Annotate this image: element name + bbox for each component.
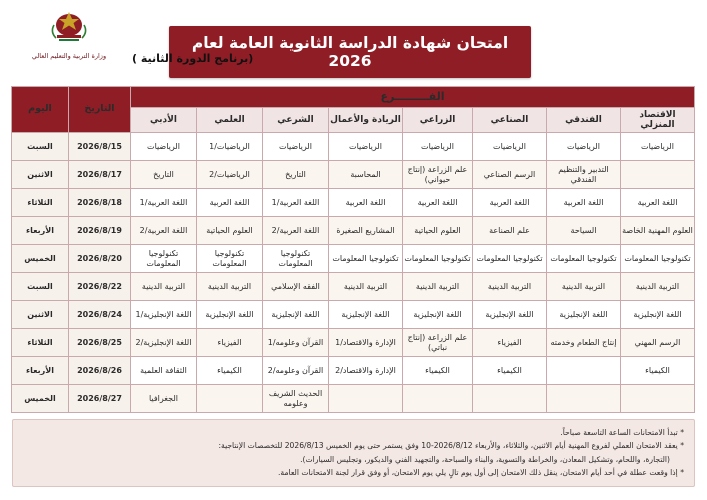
cell-entrepreneurship: التربية الدينية — [403, 273, 473, 301]
cell-entrepreneurship: اللغة الإنجليزية — [403, 301, 473, 329]
cell-hotel: الرياضيات/2 — [197, 161, 263, 189]
cell-industrial: القرآن وعلومه/2 — [263, 357, 329, 385]
cell-scientific: إنتاج الطعام وخدمته — [547, 329, 621, 357]
date-header: التاريخ — [68, 87, 130, 133]
cell-industrial: القرآن وعلومه/1 — [263, 329, 329, 357]
table-row — [11, 245, 694, 273]
cell-sharia: الفيزياء — [473, 329, 547, 357]
cell-day: السبت — [11, 273, 68, 301]
cell-date: 2026/8/22 — [68, 273, 130, 301]
cell-agricultural: التربية الدينية — [329, 273, 403, 301]
cell-economics: الرياضيات — [130, 133, 196, 161]
cell-day: الاثنين — [11, 301, 68, 329]
cell-economics: اللغة الإنجليزية/1 — [130, 301, 196, 329]
cell-sharia: الكيمياء — [473, 357, 547, 385]
cell-entrepreneurship: علم الزراعة (إنتاج نباتي) — [403, 329, 473, 357]
table-row — [11, 357, 694, 385]
cell-agricultural: المحاسبة — [329, 161, 403, 189]
cell-economics: التربية الدينية — [130, 273, 196, 301]
cell-sharia: علم الصناعة — [473, 217, 547, 245]
cell-date: 2026/8/26 — [68, 357, 130, 385]
table-row — [11, 133, 694, 161]
cell-literary: اللغة الإنجليزية — [621, 301, 695, 329]
cell-sharia: اللغة الإنجليزية — [473, 301, 547, 329]
cell-entrepreneurship: العلوم الحياتية — [403, 217, 473, 245]
ministry-name: وزارة التربية والتعليم العالي — [31, 52, 107, 60]
cell-agricultural: الرياضيات — [329, 133, 403, 161]
column-header-literary: الاقتصاد المنزلي — [621, 108, 695, 133]
cell-literary: تكنولوجيا المعلومات — [621, 245, 695, 273]
cell-scientific — [547, 385, 621, 413]
cell-day: الأربعاء — [11, 357, 68, 385]
schedule-table-wrap — [12, 86, 695, 413]
cell-day: الخميس — [11, 385, 68, 413]
cell-scientific: الرياضيات — [547, 133, 621, 161]
cell-day: الثلاثاء — [11, 329, 68, 357]
day-header: اليوم — [11, 87, 68, 133]
notes-box — [12, 419, 695, 487]
column-header-industrial: الصناعي — [473, 108, 547, 133]
table-branch-header-row — [11, 87, 694, 108]
table-row — [11, 189, 694, 217]
cell-scientific: التدبير والتنظيم الفندقي — [547, 161, 621, 189]
cell-scientific: السياحة — [547, 217, 621, 245]
cell-agricultural: اللغة العربية — [329, 189, 403, 217]
cell-economics: اللغة الإنجليزية/2 — [130, 329, 196, 357]
cell-hotel: الكيمياء — [197, 357, 263, 385]
ministry-emblem — [14, 8, 124, 60]
cell-entrepreneurship: تكنولوجيا المعلومات — [403, 245, 473, 273]
cell-entrepreneurship: الكيمياء — [403, 357, 473, 385]
cell-sharia: الرياضيات — [473, 133, 547, 161]
cell-industrial: الفقه الإسلامي — [263, 273, 329, 301]
cell-hotel: التربية الدينية — [197, 273, 263, 301]
table-row — [11, 385, 694, 413]
cell-date: 2026/8/19 — [68, 217, 130, 245]
cell-scientific: التربية الدينية — [547, 273, 621, 301]
cell-day: الثلاثاء — [11, 189, 68, 217]
branch-header: الفـــــــــرع — [130, 87, 694, 108]
cell-entrepreneurship: علم الزراعة (إنتاج حيواني) — [403, 161, 473, 189]
cell-agricultural: الإدارة والاقتصاد/1 — [329, 329, 403, 357]
cell-industrial: الحديث الشريف وعلومه — [263, 385, 329, 413]
column-header-entrepreneurship: الريادة والأعمال — [329, 108, 403, 133]
cell-industrial: الرياضيات — [263, 133, 329, 161]
cell-literary: اللغة العربية — [621, 189, 695, 217]
column-header-agricultural: الزراعي — [403, 108, 473, 133]
cell-hotel: اللغة الإنجليزية — [197, 301, 263, 329]
cell-economics: اللغة العربية/2 — [130, 217, 196, 245]
cell-economics: الثقافة العلمية — [130, 357, 196, 385]
cell-literary: التربية الدينية — [621, 273, 695, 301]
cell-literary: الرياضيات — [621, 133, 695, 161]
note-line: (التجارة، واللحام، وتشكيل المعادن، والخراطة والتسوية، والبناء والسباحة، والتجهيد الفني والديكور، وتجليس السيارات). — [300, 454, 670, 464]
cell-day: الأربعاء — [11, 217, 68, 245]
schedule-table-body — [11, 133, 694, 413]
cell-entrepreneurship — [403, 385, 473, 413]
palestine-emblem-icon — [46, 8, 92, 50]
cell-date: 2026/8/25 — [68, 329, 130, 357]
table-row — [11, 217, 694, 245]
column-header-hotel: الفندقي — [547, 108, 621, 133]
cell-hotel: العلوم الحياتية — [197, 217, 263, 245]
cell-economics: الجغرافيا — [130, 385, 196, 413]
cell-industrial: تكنولوجيا المعلومات — [263, 245, 329, 273]
cell-sharia: تكنولوجيا المعلومات — [473, 245, 547, 273]
cell-hotel — [197, 385, 263, 413]
cell-agricultural: تكنولوجيا المعلومات — [329, 245, 403, 273]
page-header — [0, 0, 707, 86]
page-title: امتحان شهادة الدراسة الثانوية العامة لعام 2026 — [169, 26, 531, 78]
table-row — [11, 273, 694, 301]
table-row — [11, 161, 694, 189]
note-line: * إذا وقعت عطلة في أحد أيام الامتحان، ينقل ذلك الامتحان إلى أول يوم تالٍ يلي يوم الامتحان، أو وفق قرار لجنة الامتحانات العامة. — [278, 467, 684, 477]
column-header-scientific: العلمي — [197, 108, 263, 133]
cell-economics: التاريخ — [130, 161, 196, 189]
cell-scientific: اللغة الإنجليزية — [547, 301, 621, 329]
cell-entrepreneurship: اللغة العربية — [403, 189, 473, 217]
cell-economics: اللغة العربية/1 — [130, 189, 196, 217]
cell-entrepreneurship: الرياضيات — [403, 133, 473, 161]
cell-sharia: اللغة العربية — [473, 189, 547, 217]
round-label: (برنامج الدورة الثانية ) — [132, 52, 254, 65]
cell-day: الخميس — [11, 245, 68, 273]
cell-industrial: اللغة الإنجليزية — [263, 301, 329, 329]
cell-industrial: اللغة العربية/1 — [263, 189, 329, 217]
cell-hotel: تكنولوجيا المعلومات — [197, 245, 263, 273]
cell-date: 2026/8/20 — [68, 245, 130, 273]
note-line: * تبدأ الامتحانات الساعة التاسعة صباحاً. — [560, 428, 684, 437]
cell-literary: الكيمياء — [621, 357, 695, 385]
cell-agricultural: الإدارة والاقتصاد/2 — [329, 357, 403, 385]
cell-hotel: الرياضيات/1 — [197, 133, 263, 161]
cell-hotel: الفيزياء — [197, 329, 263, 357]
cell-scientific — [547, 357, 621, 385]
cell-date: 2026/8/15 — [68, 133, 130, 161]
cell-sharia: الرسم الصناعي — [473, 161, 547, 189]
cell-agricultural: المشاريع الصغيرة — [329, 217, 403, 245]
cell-economics: تكنولوجيا المعلومات — [130, 245, 196, 273]
cell-date: 2026/8/18 — [68, 189, 130, 217]
column-header-sharia: الشرعي — [263, 108, 329, 133]
cell-literary: العلوم المهنية الخاصة — [621, 217, 695, 245]
table-row — [11, 301, 694, 329]
note-line: * يعقد الامتحان العملي لفروع المهنية أيام الاثنين، والثلاثاء، والأربعاء 2026/8/12-10 وفق يستمر حتى يوم الخميس 2026/8/13 للتخصصات الإنتاجية: — [218, 441, 684, 451]
cell-literary — [621, 161, 695, 189]
cell-date: 2026/8/17 — [68, 161, 130, 189]
cell-date: 2026/8/24 — [68, 301, 130, 329]
cell-day: الاثنين — [11, 161, 68, 189]
cell-sharia: التربية الدينية — [473, 273, 547, 301]
cell-literary: الرسم المهني — [621, 329, 695, 357]
cell-hotel: اللغة العربية — [197, 189, 263, 217]
column-header-arts: الأدبي — [130, 108, 196, 133]
cell-industrial: التاريخ — [263, 161, 329, 189]
cell-literary — [621, 385, 695, 413]
cell-industrial: اللغة العربية/2 — [263, 217, 329, 245]
cell-day: السبت — [11, 133, 68, 161]
table-row — [11, 329, 694, 357]
cell-scientific: اللغة العربية — [547, 189, 621, 217]
cell-date: 2026/8/27 — [68, 385, 130, 413]
cell-scientific: تكنولوجيا المعلومات — [547, 245, 621, 273]
schedule-table — [11, 86, 695, 413]
cell-agricultural: اللغة الإنجليزية — [329, 301, 403, 329]
cell-sharia — [473, 385, 547, 413]
cell-agricultural — [329, 385, 403, 413]
